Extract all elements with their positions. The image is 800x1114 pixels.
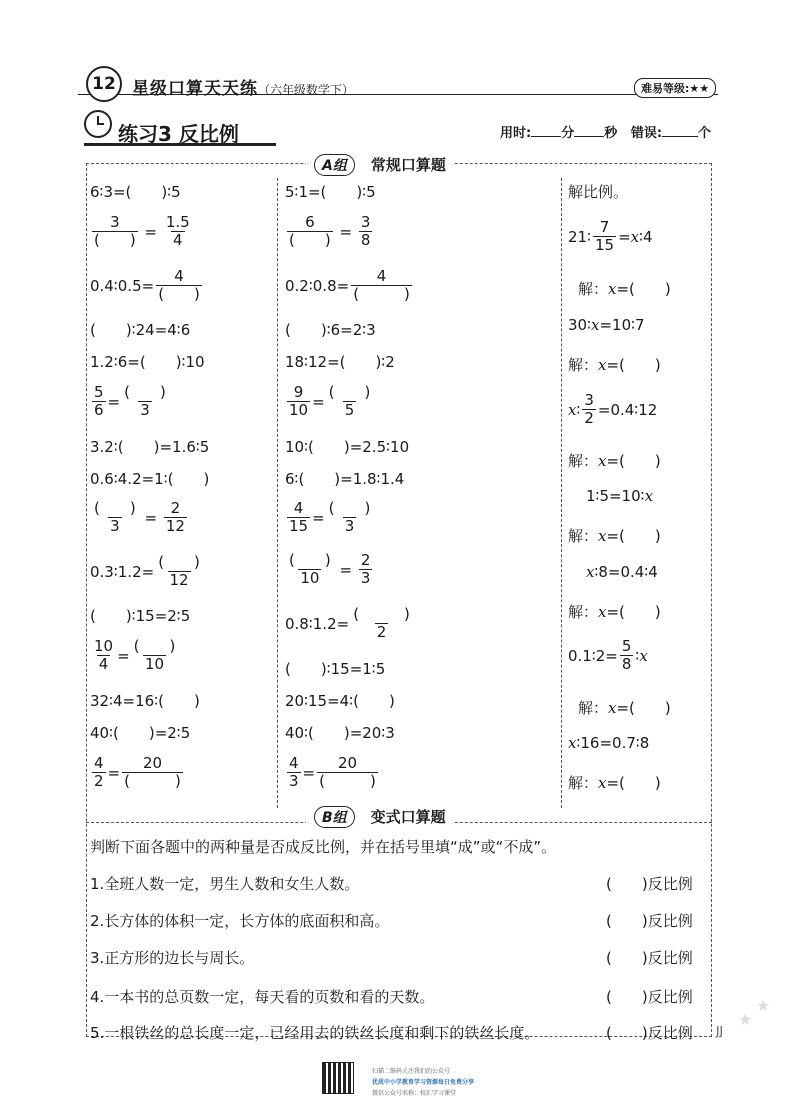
corner-mark: JJ xyxy=(716,1024,724,1038)
b-col-item-10[interactable]: $\frac{( )}{10}$ = $\frac{2}{3}$ xyxy=(289,551,371,587)
time-label: 用时: xyxy=(500,126,532,141)
column-divider-1 xyxy=(277,178,278,808)
solve-item-4[interactable]: 1∶5=10∶ x xyxy=(586,487,654,505)
a-item-6[interactable]: $\frac{5}{6}$ = $\frac{( )}{3}$ xyxy=(94,383,166,419)
b-question-3: 3.正方形的边长与周长。 xyxy=(90,949,255,967)
practice-title: 练习3 反比例 xyxy=(118,122,239,146)
solve-answer-2[interactable]: 解： x =( ) xyxy=(568,355,661,374)
group-a-badge: A组 xyxy=(314,154,355,176)
solve-item-2[interactable]: 30∶ x =10∶7 xyxy=(568,316,645,334)
series-title xyxy=(132,74,354,99)
difficulty-label: 难易等级:★★ xyxy=(634,78,716,98)
solve-answer-5[interactable]: 解： x =( ) xyxy=(568,602,661,621)
footer-line-1: 扫描二维码关注我们的公众号 xyxy=(372,1068,451,1075)
b-col-item-5[interactable]: 18∶12=( )∶2 xyxy=(285,353,395,371)
a-item-10[interactable]: 0.3∶1.2= $\frac{( )}{12}$ xyxy=(90,553,200,589)
b-col-item-9[interactable]: $\frac{4}{15}$ = $\frac{( )}{3}$ xyxy=(289,499,371,535)
a-item-3[interactable]: 0.4∶0.5= $\frac{4}{( )}$ xyxy=(90,267,200,303)
series-subtitle: （六年级数学下） xyxy=(258,83,355,97)
b-question-4: 4.一本书的总页数一定，每天看的页数和看的天数。 xyxy=(90,988,435,1006)
title-underline xyxy=(84,143,276,146)
star-icon: ★ xyxy=(756,996,771,1015)
solve-answer-6[interactable]: 解： x =( ) xyxy=(578,698,671,717)
b-question-5: 5.一根铁丝的总长度一定，已经用去的铁丝长度和剩下的铁丝长度。 xyxy=(90,1024,540,1042)
group-a-title: 常规口算题 xyxy=(370,156,446,174)
solve-answer-3[interactable]: 解： x =( ) xyxy=(568,451,661,470)
a-item-1[interactable]: 6∶3=( )∶5 xyxy=(90,183,181,201)
solve-item-7[interactable]: x ∶16=0.7∶8 xyxy=(568,734,650,752)
footer-line-2: 优质中小学教育学习资源每日免费分享 xyxy=(372,1079,475,1086)
alarm-clock-icon xyxy=(84,110,112,138)
errors-label: 错误: xyxy=(630,126,663,141)
a-item-14[interactable]: 40∶( )=2∶5 xyxy=(90,724,191,742)
b-col-item-3[interactable]: 0.2∶0.8= $\frac{4}{( )}$ xyxy=(285,267,410,303)
a-item-4[interactable]: ( )∶24=4∶6 xyxy=(90,321,191,339)
footer-line-3: 微信公众号名称：校汇学习课堂 xyxy=(372,1090,457,1097)
solve-item-3[interactable]: x ∶ $\frac{3}{2}$ =0.4∶12 xyxy=(568,391,658,427)
solve-heading: 解比例。 xyxy=(568,183,629,201)
b-answer-1[interactable]: ( )反比例 xyxy=(606,875,693,893)
a-item-13[interactable]: 32∶4=16∶( ) xyxy=(90,692,200,710)
b-answer-4[interactable]: ( )反比例 xyxy=(606,988,693,1006)
a-item-2[interactable]: $\frac{3}{( )}$ = $\frac{1.5}{4}$ xyxy=(94,213,190,249)
b-col-item-7[interactable]: 10∶( )=2.5∶10 xyxy=(285,438,410,456)
a-item-12[interactable]: $\frac{10}{4}$ = $\frac{( )}{10}$ xyxy=(94,637,176,673)
b-col-item-1[interactable]: 5∶1=( )∶5 xyxy=(285,183,376,201)
solve-answer-1[interactable]: 解： x =( ) xyxy=(578,279,671,298)
solve-answer-4[interactable]: 解： x =( ) xyxy=(568,526,661,545)
group-b-badge: B组 xyxy=(314,806,355,828)
a-item-15[interactable]: $\frac{4}{2}$ = $\frac{20}{( )}$ xyxy=(94,754,181,790)
time-record xyxy=(500,122,711,141)
group-b-instruction: 判断下面各题中的两种量是否成反比例，并在括号里填“成”或“不成”。 xyxy=(90,838,557,856)
page-number-badge: 12 xyxy=(86,66,122,102)
series-title-text: 星级口算天天练 xyxy=(132,79,258,99)
count-label: 个 xyxy=(698,126,712,141)
minute-blank[interactable] xyxy=(531,124,561,137)
column-divider-2 xyxy=(561,178,562,808)
group-b-title: 变式口算题 xyxy=(370,808,446,826)
solve-item-1[interactable]: 21∶ $\frac{7}{15}$ = x ∶4 xyxy=(568,218,653,254)
b-col-item-12[interactable]: ( )∶15=1∶5 xyxy=(285,660,386,678)
b-col-item-4[interactable]: ( )∶6=2∶3 xyxy=(285,321,376,339)
b-col-item-15[interactable]: $\frac{4}{3}$ = $\frac{20}{( )}$ xyxy=(289,754,376,790)
b-question-2: 2.长方体的体积一定，长方体的底面积和高。 xyxy=(90,912,390,930)
group-b-heading xyxy=(306,806,454,828)
b-answer-5[interactable]: ( )反比例 xyxy=(606,1024,693,1042)
star-icon: ★ xyxy=(738,1010,753,1029)
b-question-1: 1.全班人数一定，男生人数和女生人数。 xyxy=(90,875,360,893)
second-label: 秒 xyxy=(604,126,618,141)
a-item-9[interactable]: $\frac{( )}{3}$ = $\frac{2}{12}$ xyxy=(94,499,185,535)
errors-blank[interactable] xyxy=(662,124,698,137)
minute-label: 分 xyxy=(561,126,575,141)
b-answer-2[interactable]: ( )反比例 xyxy=(606,912,693,930)
qr-code-icon xyxy=(322,1062,354,1094)
second-blank[interactable] xyxy=(574,124,604,137)
b-col-item-8[interactable]: 6∶( )=1.8∶1.4 xyxy=(285,470,405,488)
solve-answer-7[interactable]: 解： x =( ) xyxy=(568,773,661,792)
group-a-heading xyxy=(306,154,454,176)
b-answer-3[interactable]: ( )反比例 xyxy=(606,949,693,967)
a-item-8[interactable]: 0.6∶4.2=1∶( ) xyxy=(90,470,210,488)
b-col-item-11[interactable]: 0.8∶1.2= $\frac{( )}{2}$ xyxy=(285,605,410,641)
b-col-item-14[interactable]: 40∶( )=20∶3 xyxy=(285,724,395,742)
b-col-item-2[interactable]: $\frac{6}{( )}$ = $\frac{3}{8}$ xyxy=(289,213,371,249)
solve-item-6[interactable]: 0.1∶2= $\frac{5}{8}$ ∶ x xyxy=(568,637,648,673)
a-item-11[interactable]: ( )∶15=2∶5 xyxy=(90,607,191,625)
a-item-5[interactable]: 1.2∶6=( )∶10 xyxy=(90,353,205,371)
a-item-7[interactable]: 3.2∶( )=1.6∶5 xyxy=(90,438,210,456)
b-col-item-6[interactable]: $\frac{9}{10}$ = $\frac{( )}{5}$ xyxy=(289,383,371,419)
b-col-item-13[interactable]: 20∶15=4∶( ) xyxy=(285,692,395,710)
solve-item-5[interactable]: x ∶8=0.4∶4 xyxy=(586,563,658,581)
